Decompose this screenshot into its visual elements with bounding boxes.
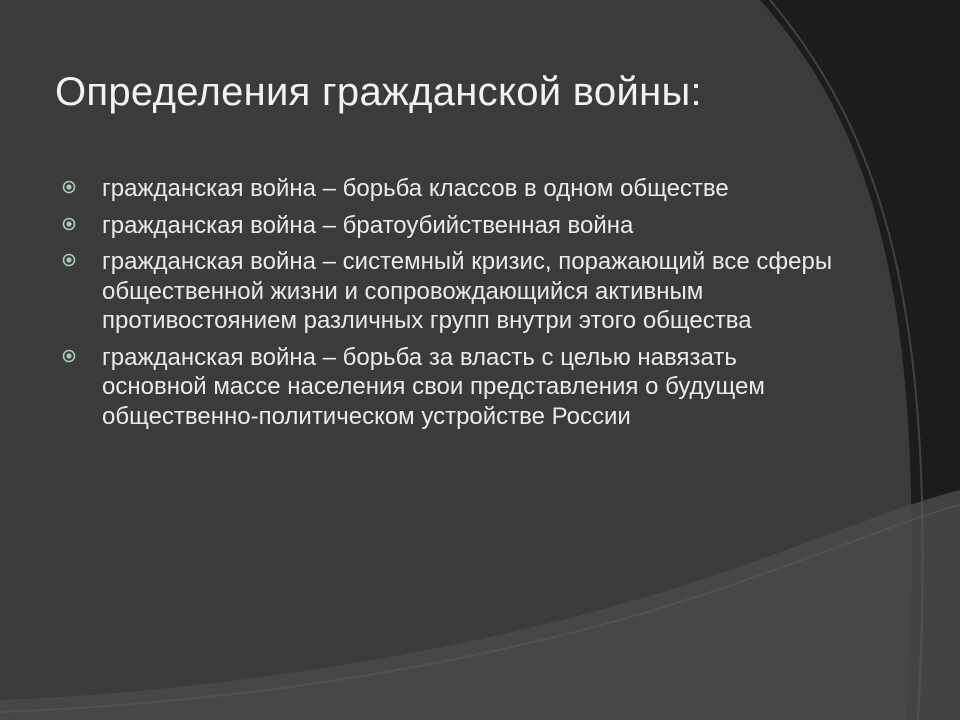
circle-bullet-icon bbox=[62, 349, 76, 363]
circle-bullet-icon bbox=[62, 180, 76, 194]
bullet-item bbox=[62, 211, 842, 241]
bullet-text: гражданская война – борьба классов в одном обществе bbox=[102, 175, 729, 202]
bullet-list bbox=[62, 174, 842, 438]
bullet-item bbox=[62, 247, 842, 336]
bullet-text: гражданская война – братоубийственная война bbox=[102, 211, 634, 239]
bullet-text: гражданская война – борьба за власть с целью навязать основной массе населения свои представления о будущем общественно-политическом устройстве России bbox=[102, 343, 765, 430]
bullet-item bbox=[62, 174, 842, 204]
bullet-item bbox=[62, 343, 842, 432]
circle-bullet-icon bbox=[62, 217, 76, 231]
circle-bullet-icon bbox=[62, 253, 76, 267]
slide-title: Определения гражданской войны: bbox=[55, 70, 702, 114]
bullet-text: гражданская война – системный кризис, поражающий все сферы общественной жизни и сопровождающийся активным противостоянием различных групп внутри этого общества bbox=[102, 248, 833, 334]
